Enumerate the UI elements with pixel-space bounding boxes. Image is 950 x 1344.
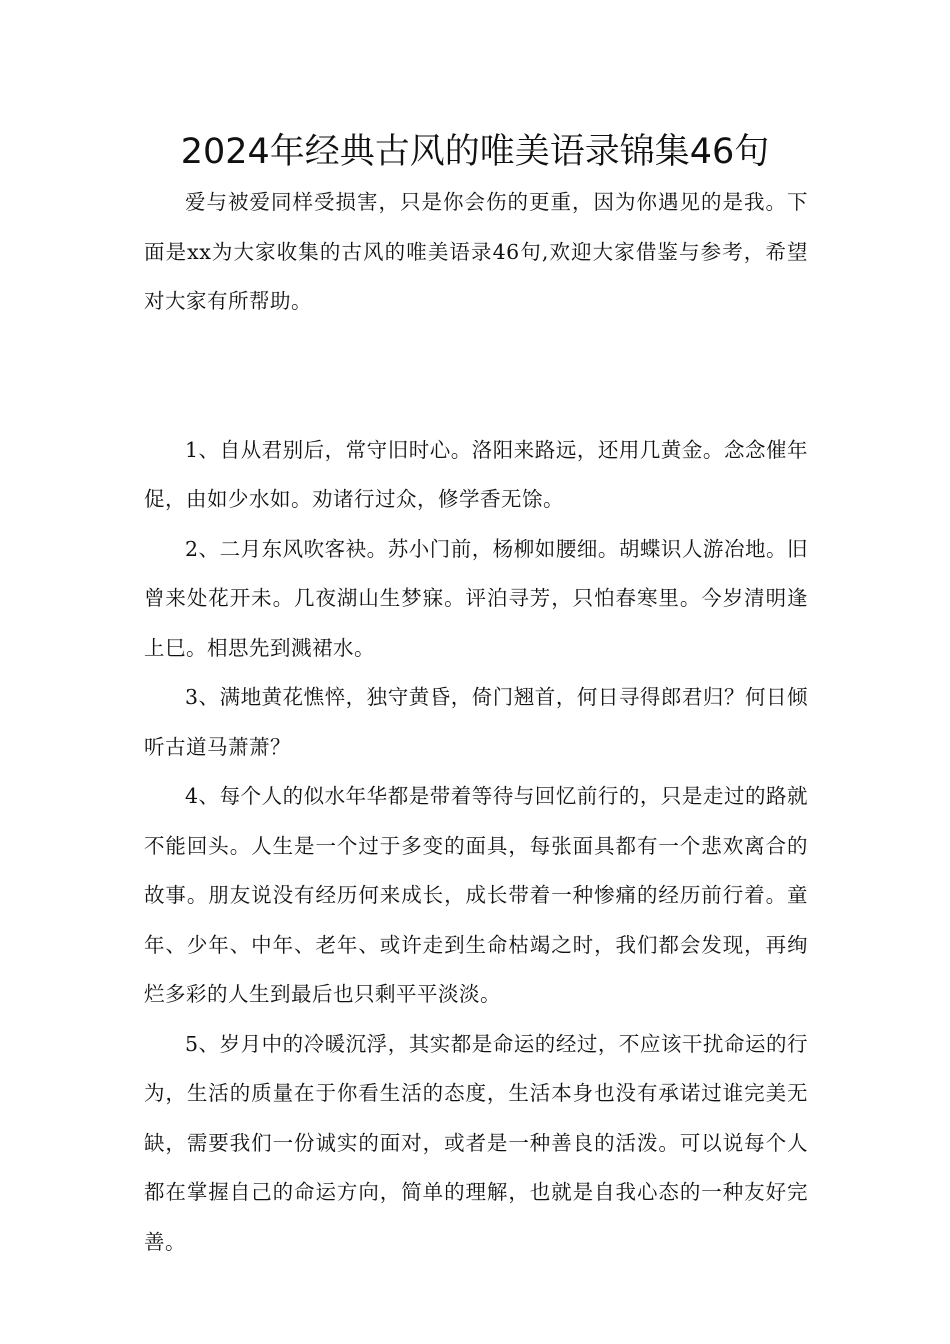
quote-item-2: 2、二月东风吹客袂。苏小门前，杨柳如腰细。胡蝶识人游冶地。旧曾来处花开未。几夜湖山生梦寐。评泊寻芳，只怕春寒里。今岁清明逢上巳。相思先到溅裙水。 <box>144 536 808 660</box>
intro-paragraph: 爱与被爱同样受损害，只是你会伤的更重，因为你遇见的是我。下面是xx为大家收集的古风的唯美语录46句,欢迎大家借鉴与参考，希望对大家有所帮助。 <box>144 190 808 313</box>
document-title: 2024年经典古风的唯美语录锦集46句 <box>180 132 770 172</box>
quote-item-4: 4、每个人的似水年华都是带着等待与回忆前行的，只是走过的路就不能回头。人生是一个过于多变的面具，每张面具都有一个悲欢离合的故事。朋友说没有经历何来成长，成长带着一种惨痛的经历前行着。童年、少年、中年、老年、或许走到生命枯竭之时，我们都会发现，再绚烂多彩的人生到最后也只剩平平淡淡。 <box>144 784 808 1006</box>
quote-item-1: 1、自从君别后，常守旧时心。洛阳来路远，还用几黄金。念念催年促，由如少水如。劝诸行过众，修学香无馀。 <box>144 437 808 511</box>
document-body <box>144 178 808 1267</box>
quote-item-5: 5、岁月中的冷暖沉浮，其实都是命运的经过，不应该干扰命运的行为，生活的质量在于你看生活的态度，生活本身也没有承诺过谁完美无缺，需要我们一份诚实的面对，或者是一种善良的活泼。可以说每个人都在掌握自己的命运方向，简单的理解，也就是自我心态的一种友好完善。 <box>144 1031 808 1254</box>
paragraph-spacer <box>144 327 808 426</box>
quote-item-3: 3、满地黄花憔悴，独守黄昏，倚门翘首，何日寻得郎君归？何日倾听古道马萧萧？ <box>144 685 808 759</box>
